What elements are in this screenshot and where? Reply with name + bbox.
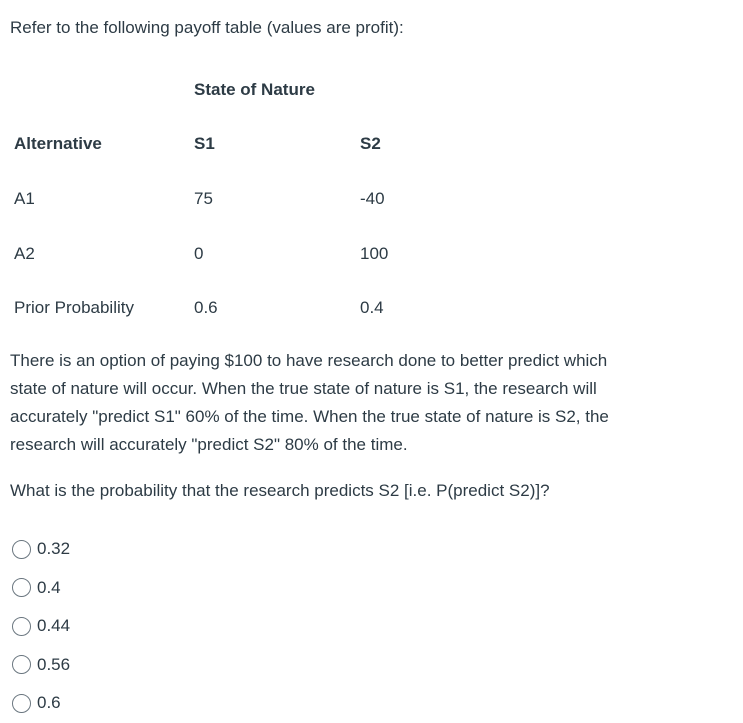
- problem-paragraph: [10, 347, 710, 459]
- radio-button[interactable]: [12, 617, 31, 636]
- radio-button[interactable]: [12, 578, 31, 597]
- row-prior-label: Prior Probability: [14, 298, 134, 317]
- intro-text: Refer to the following payoff table (values are profit):: [10, 18, 404, 37]
- state-of-nature-header: State of Nature: [194, 80, 315, 99]
- option-label: 0.4: [37, 577, 61, 597]
- row-a2-s1: 0: [194, 244, 204, 263]
- s2-header: S2: [360, 134, 381, 153]
- radio-button[interactable]: [12, 540, 31, 559]
- row-prior-s2: 0.4: [360, 298, 384, 317]
- s1-header: S1: [194, 134, 215, 153]
- option-label: 0.6: [37, 693, 61, 713]
- option-0-56[interactable]: [12, 646, 70, 685]
- option-0-44[interactable]: [12, 607, 70, 646]
- alternative-header: Alternative: [14, 134, 102, 153]
- option-0-32[interactable]: [12, 530, 70, 569]
- radio-button[interactable]: [12, 694, 31, 713]
- paragraph-line: state of nature will occur. When the true state of nature is S1, the research will: [10, 379, 597, 398]
- paragraph-line: accurately "predict S1" 60% of the time. When the true state of nature is S2, the: [10, 407, 609, 426]
- paragraph-line: There is an option of paying $100 to have research done to better predict which: [10, 351, 608, 370]
- option-label: 0.56: [37, 654, 71, 674]
- row-a2-s2: 100: [360, 244, 389, 263]
- option-label: 0.32: [37, 539, 71, 559]
- question-text: What is the probability that the research predicts S2 [i.e. P(predict S2)]?: [10, 481, 550, 500]
- row-a1-s2: -40: [360, 189, 385, 208]
- row-a1-s1: 75: [194, 189, 213, 208]
- radio-button[interactable]: [12, 655, 31, 674]
- option-label: 0.44: [37, 616, 71, 636]
- row-prior-s1: 0.6: [194, 298, 218, 317]
- paragraph-line: research will accurately "predict S2" 80% of the time.: [10, 435, 408, 454]
- option-0-4[interactable]: [12, 569, 70, 608]
- answer-options: [12, 530, 70, 723]
- row-a1-label: A1: [14, 189, 35, 208]
- row-a2-label: A2: [14, 244, 35, 263]
- option-0-6[interactable]: [12, 684, 70, 723]
